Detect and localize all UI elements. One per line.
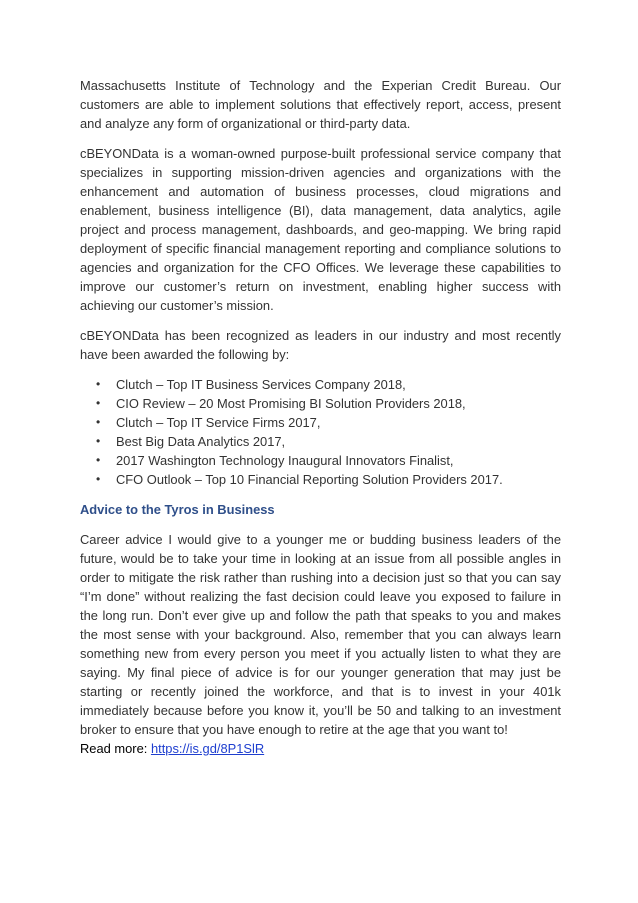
bullet-icon: • [96,434,101,448]
advice-paragraph: Career advice I would give to a younger me or budding business leaders of the future, would be to take your time in looking at an issue from all possible angles in order to mitigate the risk rather than rushing into a decision just so that you can say “I’m done” without realizing the fast decision could leave you exposed to failure in the long run. Don’t ever give up and follow the path that speaks to you and makes the most sense with your background. Also, remember that you can always learn something new from every person you meet if you actually listen to what they are saying. My final piece of advice is for our younger generation that may just be starting or recently joined the workforce, and that is to invest in your 401k immediately because before you know it, you’ll be 50 and talking to an investment broker to ensure that you have enough to retire at the age that you want to! [80,532,561,737]
bullet-icon: • [96,415,101,429]
award-text: Best Big Data Analytics 2017, [116,434,286,449]
bullet-icon: • [96,377,101,391]
award-item [96,375,561,394]
advice-heading: Advice to the Tyros in Business [80,502,275,517]
intro-paragraph: Massachusetts Institute of Technology and the Experian Credit Bureau. Our customers are able to implement solutions that effectively report, access, present and analyze any form of organizational or third-party data. [80,78,561,131]
company-paragraph: cBEYONData is a woman-owned purpose-built professional service company that specializes in supporting mission-driven agencies and organizations with the enhancement and automation of business processes, cloud migrations and enablement, business intelligence (BI), data management, data analytics, agile project and process management, dashboards, and geo-mapping. We bring rapid deployment of specific financial management reporting and compliance solutions to agencies and organization for the CFO Offices. We leverage these capabilities to improve our customer’s return on investment, enabling higher success with achieving our customer’s mission. [80,146,561,313]
read-more [80,739,561,758]
document-page [80,76,561,758]
bullet-icon: • [96,396,101,410]
award-text: CIO Review – 20 Most Promising BI Solution Providers 2018, [116,396,466,411]
recognition-paragraph: cBEYONData has been recognized as leaders in our industry and most recently have been awarded the following by: [80,328,561,362]
awards-list [80,375,561,489]
award-text: Clutch – Top IT Business Services Company 2018, [116,377,406,392]
award-item [96,432,561,451]
award-item [96,413,561,432]
bullet-icon: • [96,472,101,486]
award-text: Clutch – Top IT Service Firms 2017, [116,415,321,430]
award-text: CFO Outlook – Top 10 Financial Reporting Solution Providers 2017. [116,472,503,487]
award-item [96,470,561,489]
bullet-icon: • [96,453,101,467]
award-item [96,394,561,413]
read-more-label: Read more: [80,741,151,756]
award-item [96,451,561,470]
award-text: 2017 Washington Technology Inaugural Innovators Finalist, [116,453,454,468]
read-more-link[interactable]: https://is.gd/8P1SlR [150,741,265,756]
